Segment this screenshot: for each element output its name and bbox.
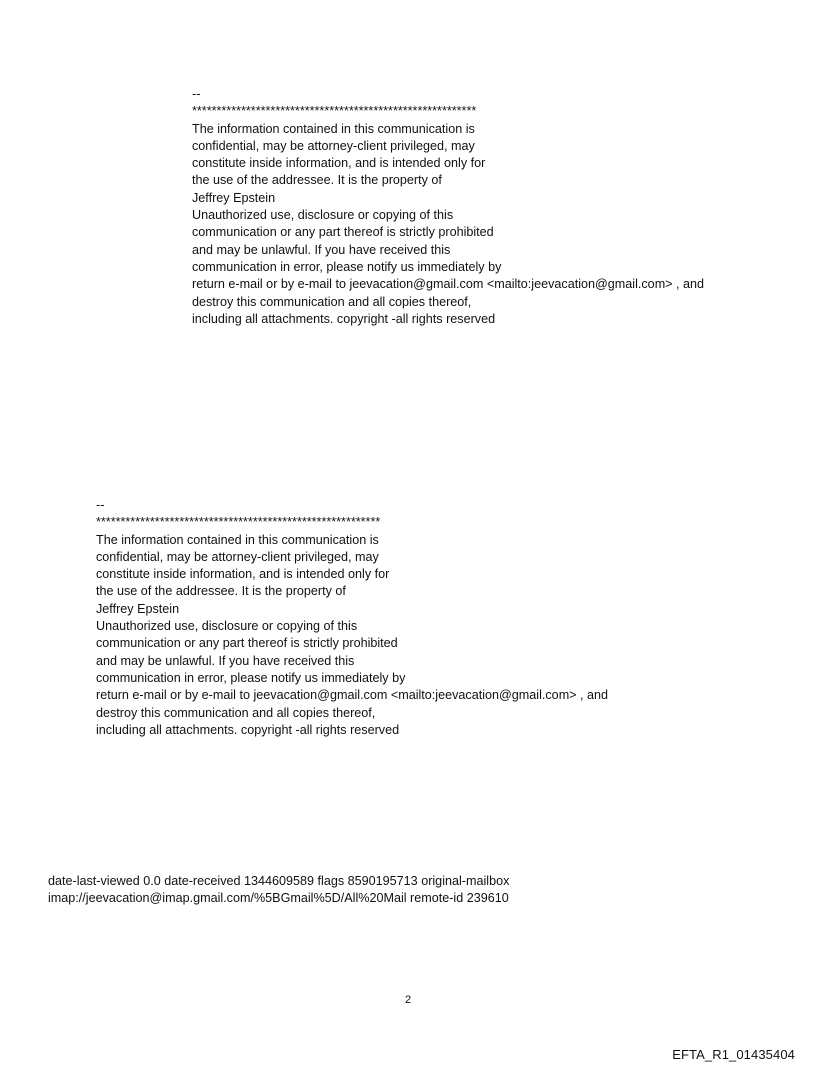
message-metadata [48,873,509,908]
disclaimer-line: communication or any part thereof is strictly prohibited [96,636,398,651]
disclaimer-line: Unauthorized use, disclosure or copying of this [96,619,358,634]
disclaimer-line: The information contained in this communication is [192,121,475,136]
disclaimer-email-line: return e-mail or by e-mail to jeevacation@gmail.com <mailto:jeevacation@gmail.com> , and [192,277,705,292]
bates-number: EFTA_R1_01435404 [672,1047,795,1062]
disclaimer-line: destroy this communication and all copies thereof, [96,705,376,720]
disclaimer-line: constitute inside information, and is intended only for [96,567,390,582]
disclaimer-line: communication or any part thereof is strictly prohibited [192,225,494,240]
asterisk-divider: ********************************************************** [192,104,477,119]
metadata-line: date-last-viewed 0.0 date-received 1344609589 flags 8590195713 original-mailbox [48,874,510,888]
disclaimer-line: and may be unlawful. If you have received this [192,242,451,257]
disclaimer-line: Unauthorized use, disclosure or copying of this [192,208,454,223]
disclaimer-line: the use of the addressee. It is the property of [192,173,442,188]
page-number: 2 [404,994,412,1006]
signature-separator: -- [192,87,201,101]
metadata-line: imap://jeevacation@imap.gmail.com/%5BGmail%5D/All%20Mail remote-id 239610 [48,891,509,906]
signature-separator: -- [96,498,105,512]
disclaimer-owner-name: Jeffrey Epstein [192,190,276,205]
disclaimer-line: confidential, may be attorney-client privileged, may [96,549,379,564]
disclaimer-line: communication in error, please notify us immediately by [96,670,406,685]
disclaimer-line: destroy this communication and all copies thereof, [192,294,472,309]
disclaimer-block [96,497,608,739]
disclaimer-line: the use of the addressee. It is the property of [96,584,346,599]
disclaimer-line: communication in error, please notify us immediately by [192,259,502,274]
disclaimer-email-line: return e-mail or by e-mail to jeevacation@gmail.com <mailto:jeevacation@gmail.com> , and [96,688,609,703]
disclaimer-line: confidential, may be attorney-client privileged, may [192,138,475,153]
disclaimer-line: constitute inside information, and is intended only for [192,156,486,171]
quoted-disclaimer-block [192,86,704,328]
disclaimer-line: including all attachments. copyright -all rights reserved [192,311,496,326]
asterisk-divider: ********************************************************** [96,515,381,530]
disclaimer-line: and may be unlawful. If you have received this [96,653,355,668]
disclaimer-owner-name: Jeffrey Epstein [96,601,180,616]
disclaimer-line: including all attachments. copyright -all rights reserved [96,722,400,737]
disclaimer-line: The information contained in this communication is [96,532,379,547]
